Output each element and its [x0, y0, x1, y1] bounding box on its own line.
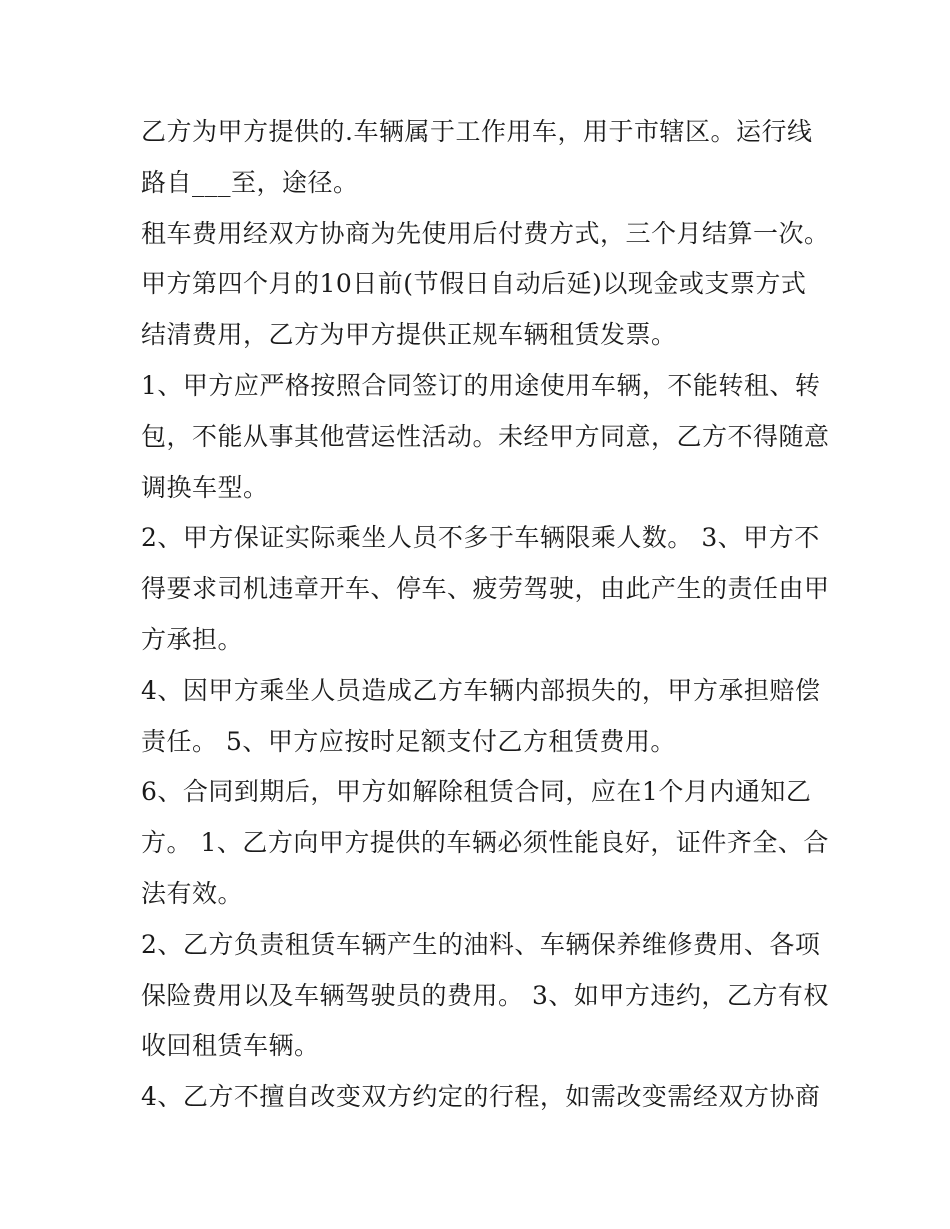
text-line: 责任。 5、甲方应按时足额支付乙方租赁费用。	[141, 726, 676, 756]
text-line: 收回租赁车辆。	[141, 1031, 320, 1061]
text-line: 法有效。	[141, 878, 244, 908]
text-line: 保险费用以及车辆驾驶员的费用。 3、如甲方违约，乙方有权	[141, 980, 829, 1010]
text-line: 4、乙方不擅自改变双方约定的行程，如需改变需经双方协商	[141, 1082, 821, 1112]
text-line: 方。 1、乙方向甲方提供的车辆必须性能良好，证件齐全、合	[141, 828, 829, 858]
text-line: 租车费用经双方协商为先使用后付费方式，三个月结算一次。	[141, 218, 830, 248]
text-line: 2、甲方保证实际乘坐人员不多于车辆限乘人数。 3、甲方不	[141, 523, 820, 553]
text-line: 结清费用，乙方为甲方提供正规车辆租赁发票。	[141, 320, 677, 350]
text-line: 调换车型。	[141, 472, 269, 502]
text-line: 甲方第四个月的10日前(节假日自动后延)以现金或支票方式	[141, 269, 807, 299]
text-line: 乙方为甲方提供的.车辆属于工作用车，用于市辖区。运行线	[141, 117, 813, 146]
text-line: 6、合同到期后，甲方如解除租赁合同，应在1个月内通知乙	[141, 777, 812, 807]
text-line: 方承担。	[141, 624, 244, 654]
text-line: 得要求司机违章开车、停车、疲劳驾驶，由此产生的责任由甲	[141, 574, 830, 604]
text-line: 路自___至，途径。	[141, 167, 359, 197]
text-line: 包，不能从事其他营运性活动。未经甲方同意，乙方不得随意	[141, 421, 830, 451]
text-line: 1、甲方应严格按照合同签订的用途使用车辆，不能转租、转	[141, 370, 821, 400]
text-line: 4、因甲方乘坐人员造成乙方车辆内部损失的，甲方承担赔偿	[141, 675, 821, 705]
document-body	[141, 107, 830, 1123]
text-line: 2、乙方负责租赁车辆产生的油料、车辆保养维修费用、各项	[141, 929, 821, 959]
